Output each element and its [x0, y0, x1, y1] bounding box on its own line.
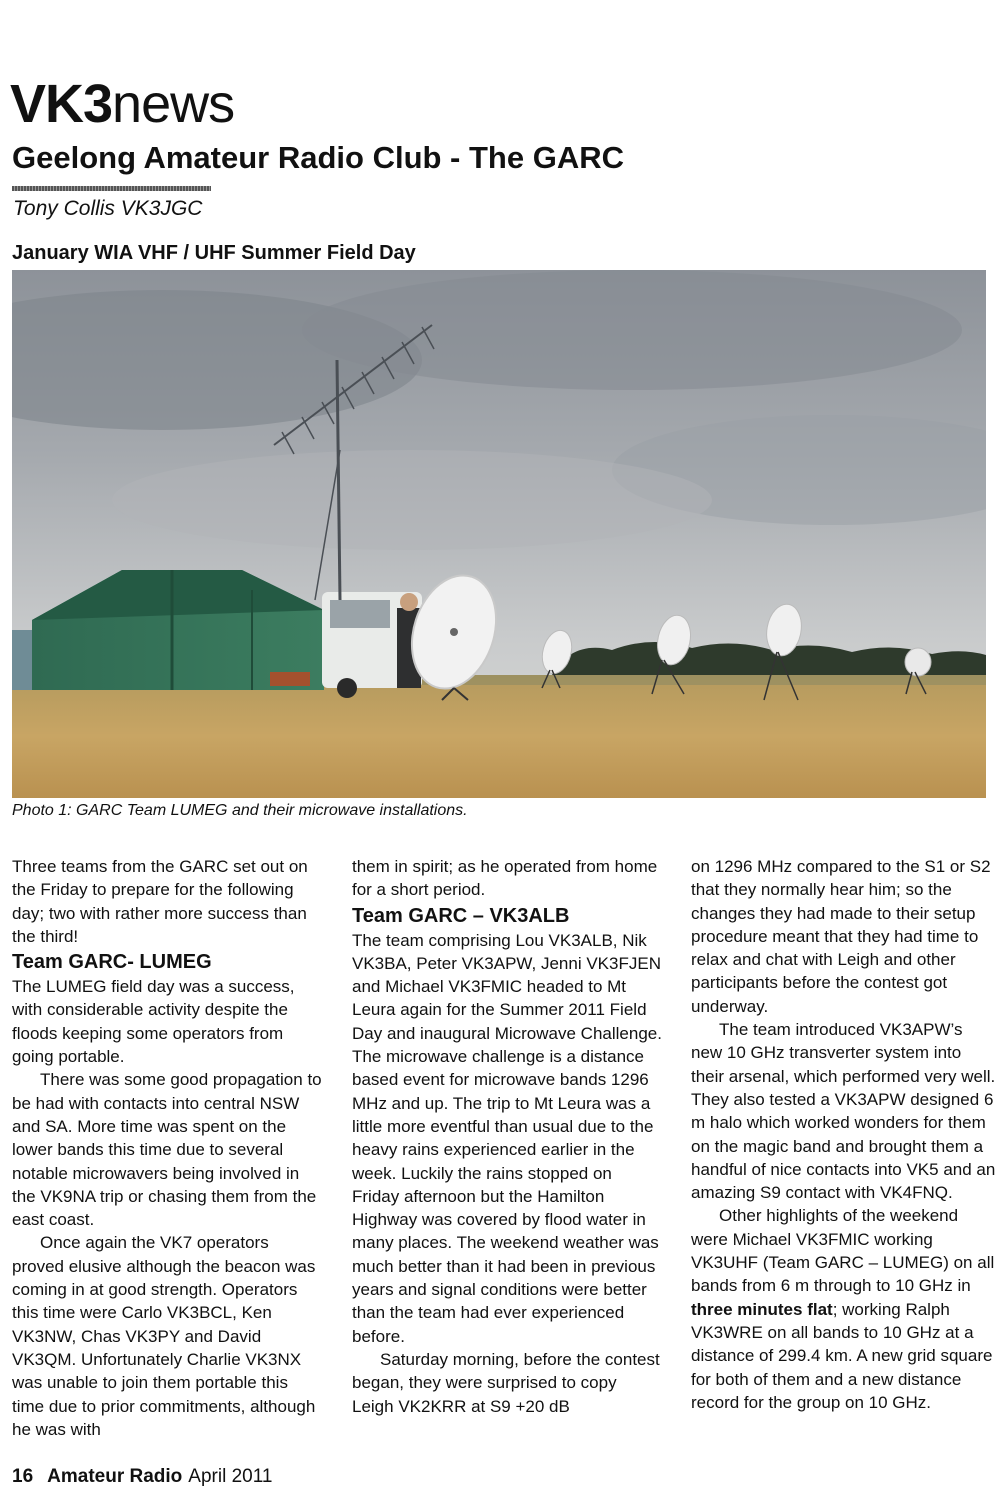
paragraph: Once again the VK7 operators proved elusive although the beacon was coming in at good strength. Operators this time were Carlo VK3BCL, Ken VK3NW, Chas VK3PY and David VK3QM. Unfortunately Charlie VK3NX was unable to join them portable this time due to prior commitments, although he was with	[12, 1233, 316, 1439]
section-header-bold: VK3	[10, 74, 113, 134]
paragraph: The LUMEG field day was a success, with considerable activity despite the floods keeping some operators from going portable.	[12, 977, 295, 1067]
paragraph: The team comprising Lou VK3ALB, Nik VK3BA, Peter VK3APW, Jenni VK3FJEN and Michael VK3FMIC headed to Mt Leura again for the Summer 2011 Field Day and inaugural Microwave Challenge. The microwave challenge is a distance based event for microwave bands 1296 MHz and up. The trip to Mt Leura was a little more eventful than usual due to the heavy rains experienced earlier in the week. Luckily the rains stopped on Friday afternoon but the Hamilton Highway was covered by flood water in many places. The weekend weather was much better than it had been in previous years and signal conditions were better than the team had ever experienced before.	[352, 930, 662, 1346]
title-rule	[12, 186, 211, 191]
article-author: Tony Collis VK3JGC	[13, 197, 203, 220]
section-header	[10, 74, 234, 134]
issue-date: April 2011	[188, 1466, 273, 1487]
paragraph-text: Other highlights of the weekend were Michael VK3FMIC working VK3UHF (Team GARC – LUMEG) on all bands from 6 m through to 10 GHz in	[691, 1206, 995, 1296]
field-day-photo	[12, 270, 986, 798]
article-title: Geelong Amateur Radio Club - The GARC	[12, 140, 624, 175]
paragraph: on 1296 MHz compared to the S1 or S2 that they normally hear him; so the changes they had made to their setup procedure meant that they had time to relax and chat with Leigh and other participants before the contest got underway.	[691, 857, 991, 1016]
section-heading: Team GARC- LUMEG	[12, 951, 212, 974]
paragraph: Saturday morning, before the contest began, they were surprised to copy Leigh VK2KRR at S9 +20 dB	[352, 1349, 660, 1416]
section-header-light: news	[112, 74, 235, 134]
article-column-2	[352, 855, 662, 1418]
section-heading: Team GARC – VK3ALB	[352, 904, 570, 927]
photo-caption: Photo 1: GARC Team LUMEG and their microwave installations.	[12, 802, 468, 819]
paragraph	[691, 1204, 996, 1414]
paragraph-text: ; working Ralph VK3WRE on all bands to 10 GHz at a distance of 299.4 km. A new grid square for both of them and a new distance record for the group on 10 GHz.	[691, 1299, 993, 1412]
article-subhead: January WIA VHF / UHF Summer Field Day	[12, 242, 416, 264]
paragraph: Three teams from the GARC set out on the Friday to prepare for the following day; two with rather more success than the third!	[12, 857, 308, 946]
page-footer	[12, 1465, 272, 1489]
paragraph: them in spirit; as he operated from home for a short period.	[352, 857, 658, 900]
paragraph: There was some good propagation to be had with contacts into central NSW and SA. More time was spent on the lower bands this time due to several notable microwavers being involved in the VK9NA trip or chasing them from the east coast.	[12, 1070, 322, 1230]
article-column-1	[12, 855, 322, 1441]
paragraph: The team introduced VK3APW’s new 10 GHz transverter system into their arsenal, which performed very well. They also tested a VK3APW designed 6 m halo which worked wonders for them on the magic band and brought them a handful of nice contacts into VK5 and an amazing S9 contact with VK4FNQ.	[691, 1020, 996, 1203]
magazine-name: Amateur Radio	[47, 1466, 183, 1487]
emphasis-text: three minutes flat	[691, 1299, 833, 1319]
article-column-3	[691, 855, 996, 1414]
page-number: 16	[12, 1466, 34, 1487]
